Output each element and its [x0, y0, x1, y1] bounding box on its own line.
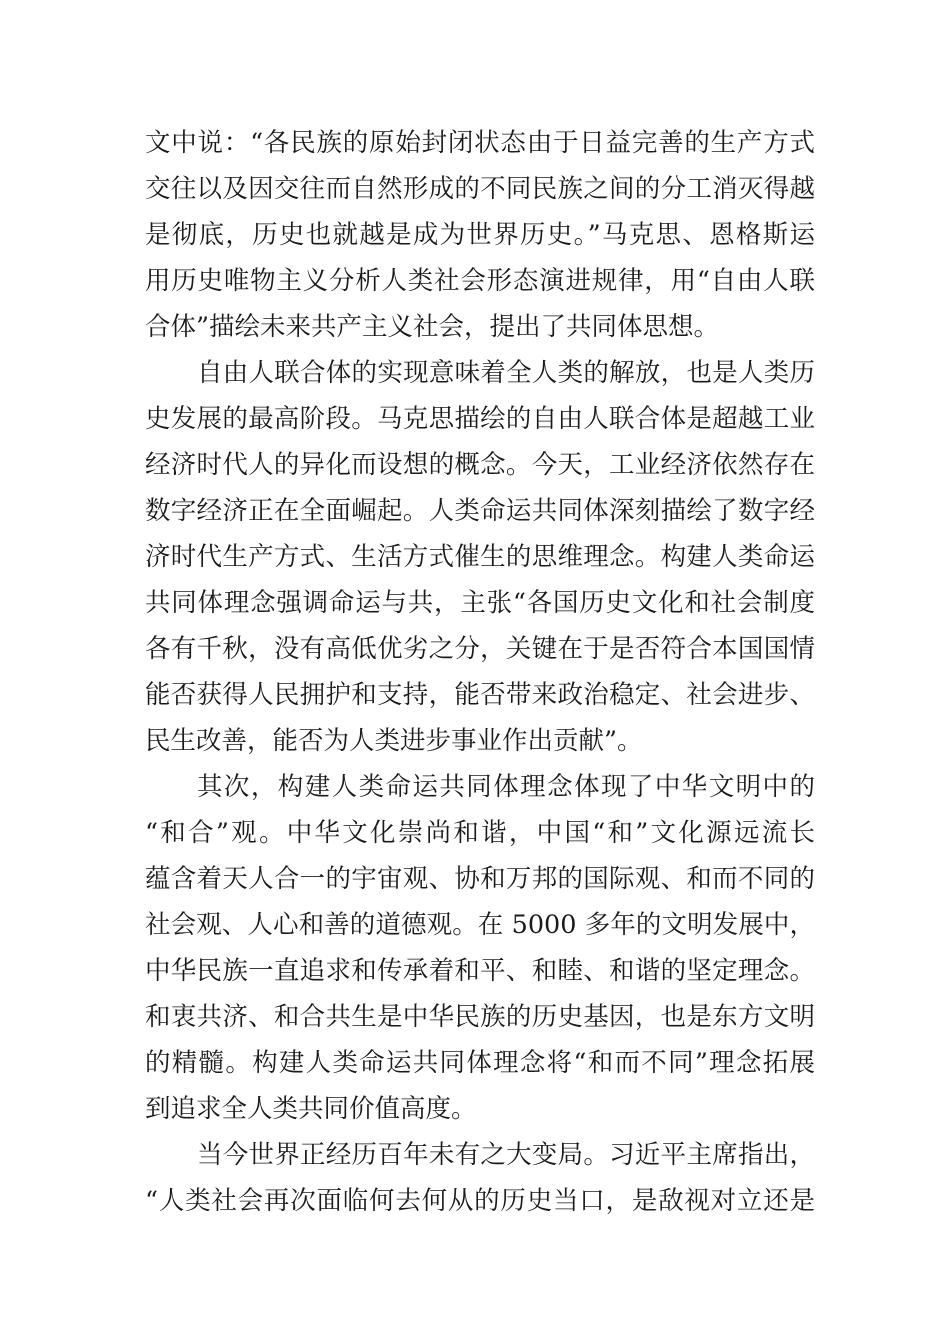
text-line: 是彻底，历史也就越是成为世界历史。”马克思、恩格斯运: [145, 220, 815, 250]
paragraph: [145, 764, 815, 1132]
text-line: 交往以及因交往而自然形成的不同民族之间的分工消灭得越: [145, 174, 815, 204]
text-line: “人类社会再次面临何去何从的历史当口，是敌视对立还是: [145, 1186, 815, 1216]
paragraph: [145, 120, 815, 350]
text-line: 能否获得人民拥护和支持，能否带来政治稳定、社会进步、: [145, 680, 815, 710]
text-line: 和衷共济、和合共生是中华民族的历史基因，也是东方文明: [145, 1002, 815, 1032]
text-line: 各有千秋，没有高低优劣之分，关键在于是否符合本国国情: [145, 634, 815, 664]
text-line: 中华民族一直追求和传承着和平、和睦、和谐的坚定理念。: [145, 956, 815, 986]
text-line: 当今世界正经历百年未有之大变局。习近平主席指出，: [197, 1140, 815, 1170]
text-line: 文中说：“各民族的原始封闭状态由于日益完善的生产方式: [145, 128, 815, 158]
text-line: 社会观、人心和善的道德观。在 5000 多年的文明发展中，: [145, 910, 815, 940]
text-line: “和合”观。中华文化崇尚和谐，中国“和”文化源远流长: [145, 818, 815, 848]
text-line: 数字经济正在全面崛起。人类命运共同体深刻描绘了数字经: [145, 496, 815, 526]
paragraph: [145, 350, 815, 764]
text-line: 史发展的最高阶段。马克思描绘的自由人联合体是超越工业: [145, 404, 815, 434]
text-line: 经济时代人的异化而设想的概念。今天，工业经济依然存在: [145, 450, 815, 480]
text-line: 合体”描绘未来共产主义社会，提出了共同体思想。: [145, 312, 720, 342]
text-line: 民生改善，能否为人类进步事业作出贡献”。: [145, 726, 643, 756]
text-line: 的精髓。构建人类命运共同体理念将“和而不同”理念拓展: [145, 1048, 815, 1078]
paragraph: [145, 1132, 815, 1224]
document-body: [145, 120, 815, 1224]
text-line: 共同体理念强调命运与共，主张“各国历史文化和社会制度: [145, 588, 815, 618]
text-line: 到追求全人类共同价值高度。: [145, 1094, 477, 1124]
text-line: 自由人联合体的实现意味着全人类的解放，也是人类历: [197, 358, 815, 388]
text-line: 用历史唯物主义分析人类社会形态演进规律，用“自由人联: [145, 266, 815, 296]
text-line: 济时代生产方式、生活方式催生的思维理念。构建人类命运: [145, 542, 815, 572]
text-line: 蕴含着天人合一的宇宙观、协和万邦的国际观、和而不同的: [145, 864, 815, 894]
text-line: 其次，构建人类命运共同体理念体现了中华文明中的: [197, 772, 815, 802]
